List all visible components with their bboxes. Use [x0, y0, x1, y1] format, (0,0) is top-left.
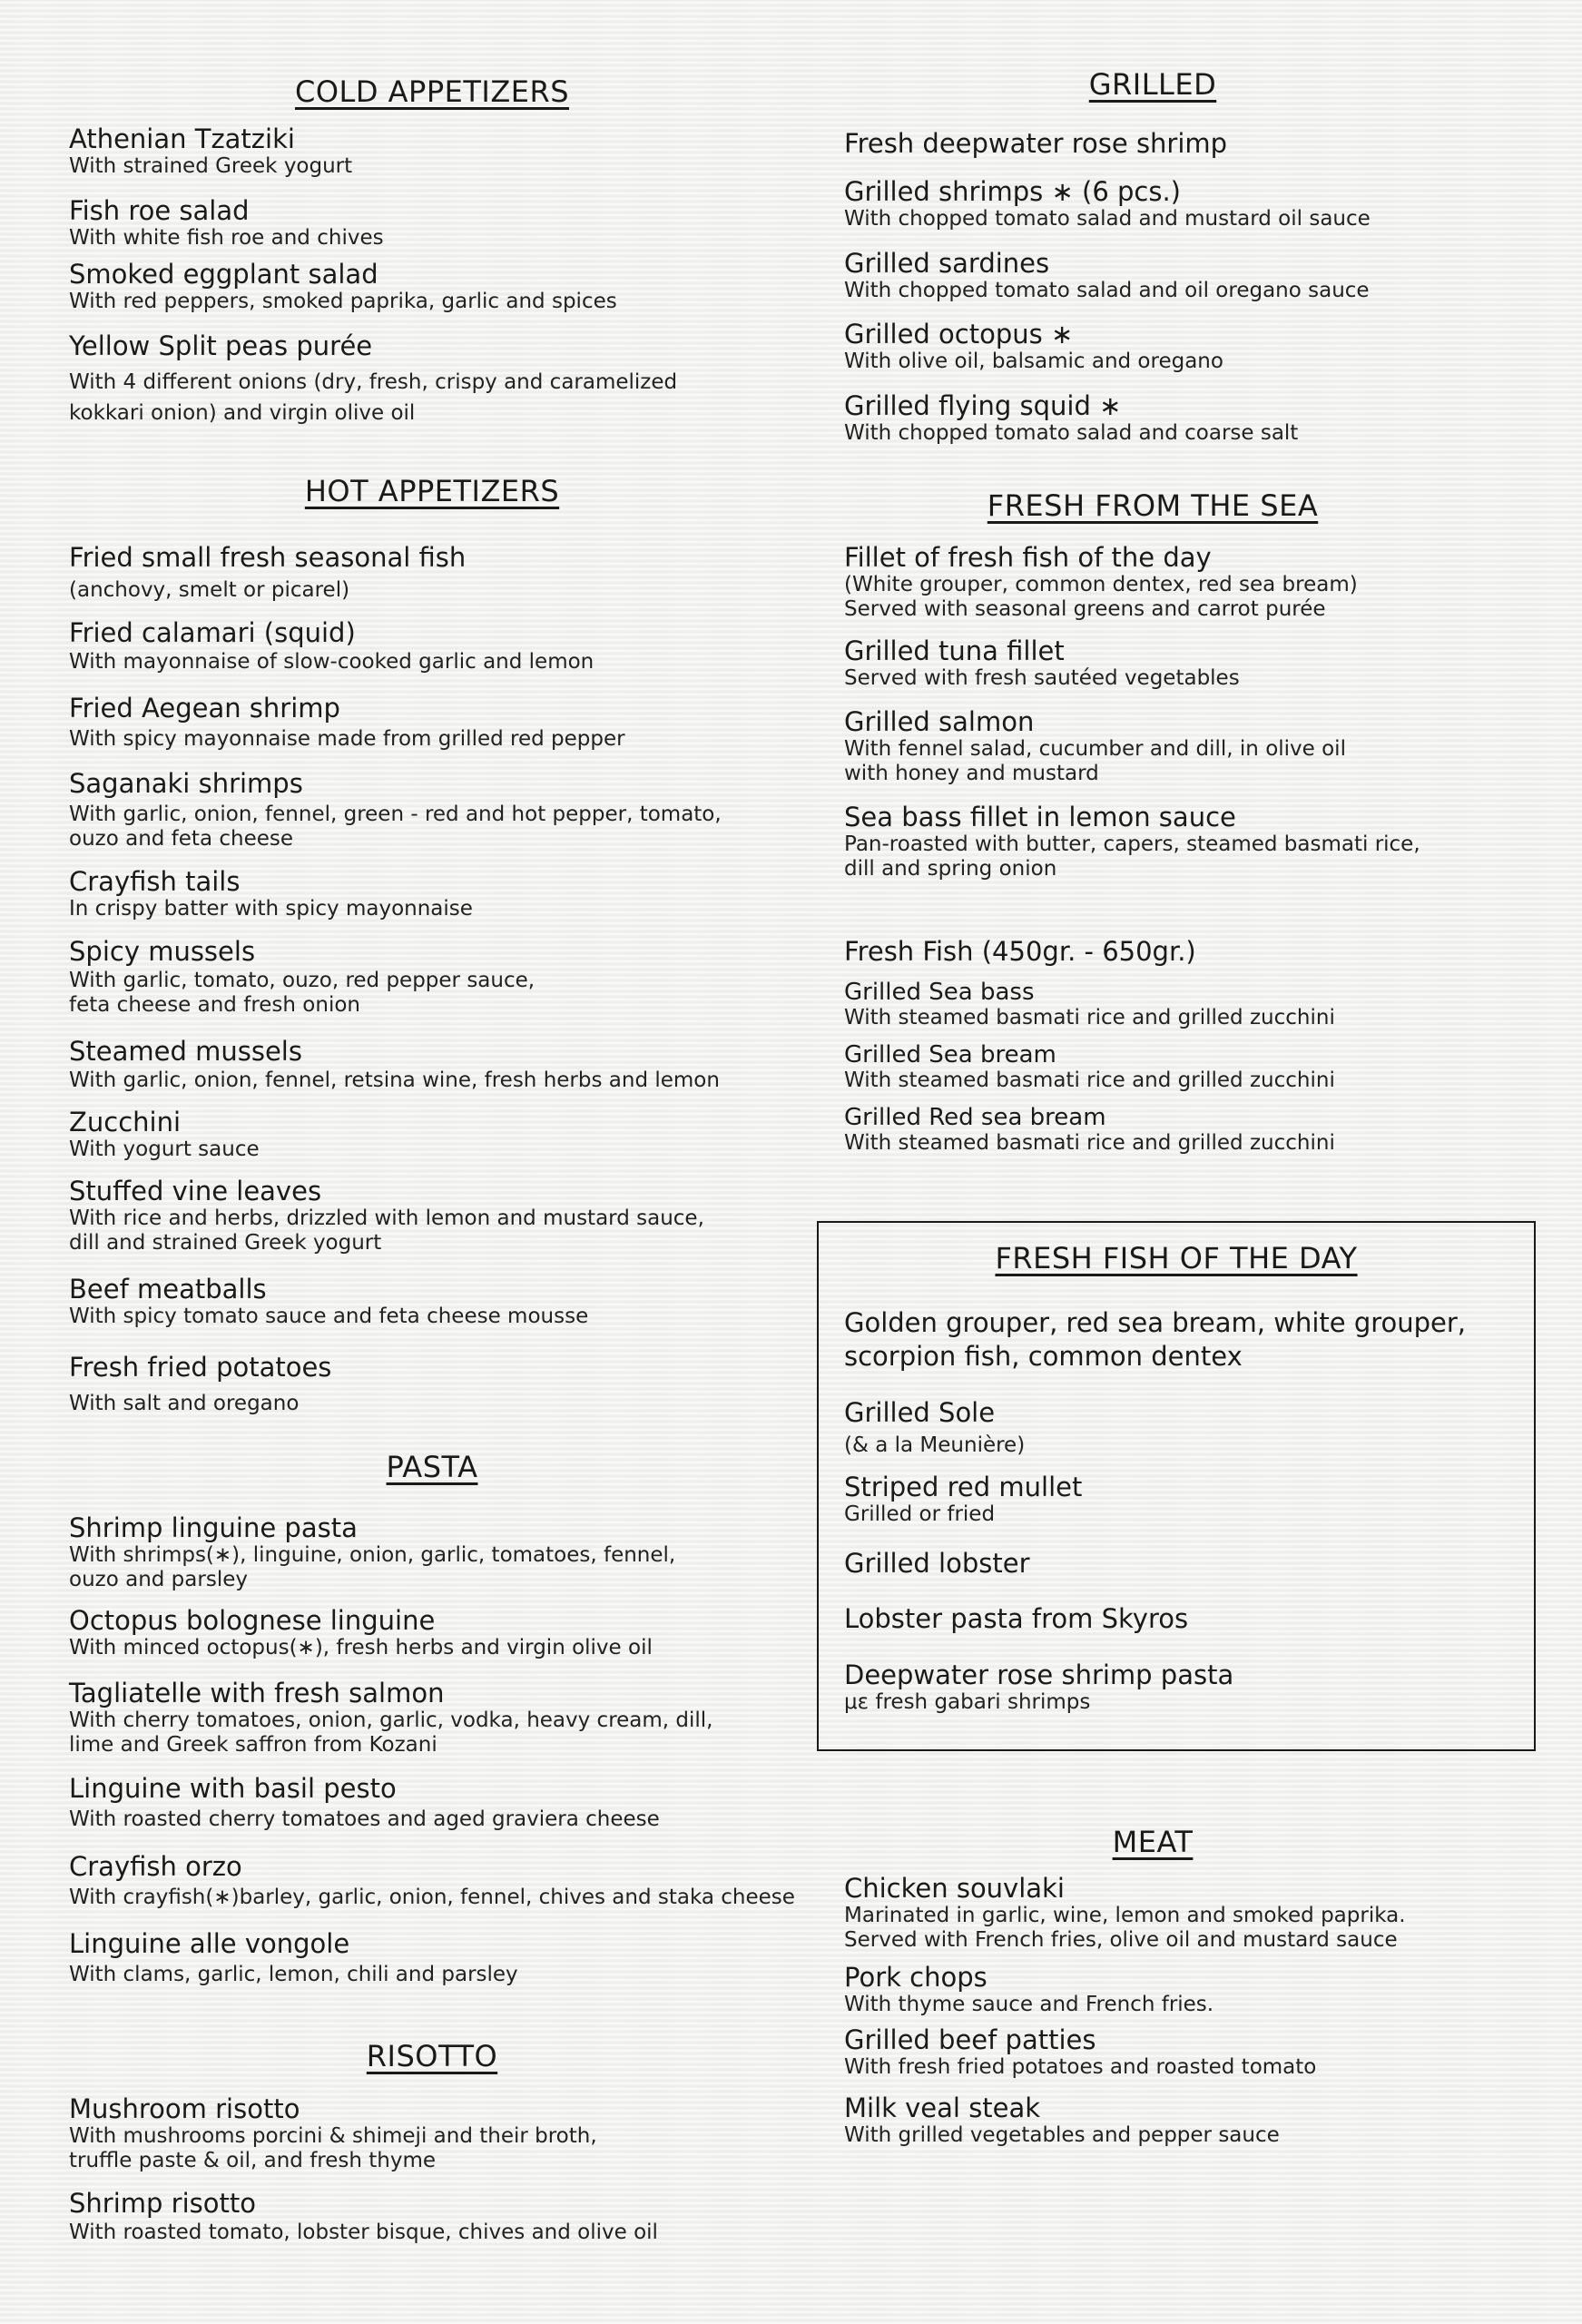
fish-of-day-intro: Golden grouper, red sea bream, white grouper, scorpion fish, common dentex: [844, 1307, 1467, 1372]
item-desc: With crayfish(∗)barley, garlic, onion, fennel, chives and staka cheese: [69, 1886, 795, 1909]
menu-item: [69, 330, 795, 428]
menu-item: [69, 617, 795, 675]
item-desc: With cherry tomatoes, onion, garlic, vodka, heavy cream, dill, lime and Greek saffron from Kozani: [69, 1709, 713, 1757]
item-name: Yellow Split peas purée: [69, 330, 373, 361]
item-desc: With garlic, onion, fennel, green - red and hot pepper, tomato, ouzo and feta cheese: [69, 803, 722, 851]
menu-item: [69, 195, 795, 251]
menu-item: [69, 1176, 795, 1256]
menu-item: [69, 693, 795, 752]
menu-item: [844, 542, 1534, 622]
item-name: Zucchini: [69, 1107, 182, 1137]
item-desc: (anchovy, smelt or picarel): [69, 578, 350, 602]
item-desc: With garlic, tomato, ouzo, red pepper sauce, feta cheese and fresh onion: [69, 969, 536, 1017]
item-name: Fried small fresh seasonal fish: [69, 542, 467, 573]
pasta-title: PASTA: [386, 1450, 478, 1484]
menu-item: [844, 1603, 1498, 1634]
item-name: Pork chops: [844, 1962, 988, 1993]
grilled-title: GRILLED: [1088, 67, 1217, 102]
menu-item: [69, 1605, 795, 1660]
item-desc: Grilled or fried: [844, 1502, 996, 1526]
fresh-from-sea-title: FRESH FROM THE SEA: [987, 488, 1319, 523]
item-desc: With fennel salad, cucumber and dill, in olive oil with honey and mustard: [844, 737, 1346, 785]
item-desc: With thyme sauce and French fries.: [844, 1993, 1214, 2016]
menu-item: [69, 866, 795, 921]
menu-item: [844, 802, 1534, 881]
item-name: Grilled shrimps ∗ (6 pcs.): [844, 176, 1181, 207]
menu-item: [69, 1678, 795, 1758]
item-name: Smoked eggplant salad: [69, 259, 378, 290]
menu-item: [69, 1773, 795, 1832]
item-desc: With mayonnaise of slow-cooked garlic and lemon: [69, 650, 594, 674]
item-desc: With garlic, onion, fennel, retsina wine, fresh herbs and lemon: [69, 1068, 720, 1092]
item-desc: With salt and oregano: [69, 1392, 300, 1415]
item-name: Grilled Sole: [844, 1397, 996, 1428]
item-name: Striped red mullet: [844, 1472, 1083, 1502]
item-name: Octopus bolognese linguine: [69, 1605, 436, 1636]
menu-item: [69, 768, 795, 852]
item-desc: Marinated in garlic, wine, lemon and smoked paprika. Served with French fries, olive oil and mustard sauce: [844, 1904, 1406, 1952]
item-name: Fresh Fish (450gr. - 650gr.): [844, 936, 1196, 967]
menu-item: [69, 1851, 795, 1910]
item-desc: With olive oil, balsamic and oregano: [844, 350, 1223, 373]
item-name: Milk veal steak: [844, 2093, 1041, 2123]
menu-item: [844, 1548, 1498, 1579]
item-name: Linguine with basil pesto: [69, 1773, 397, 1804]
item-name: Grilled beef patties: [844, 2024, 1096, 2055]
item-name: Grilled octopus ∗: [844, 319, 1074, 350]
fish-of-day-title: FRESH FISH OF THE DAY: [995, 1241, 1358, 1275]
item-desc: With steamed basmati rice and grilled zucchini: [844, 1068, 1335, 1092]
item-desc: In crispy batter with spicy mayonnaise: [69, 897, 473, 921]
item-name: Grilled lobster: [844, 1548, 1030, 1579]
item-name: Fish roe salad: [69, 195, 250, 226]
menu-item: [844, 1472, 1498, 1527]
menu-item: [844, 176, 1534, 231]
menu-item: [69, 1107, 795, 1162]
item-desc: (& a la Meunière): [844, 1433, 1026, 1457]
item-name: Athenian Tzatziki: [69, 123, 295, 154]
item-name: Stuffed vine leaves: [69, 1176, 322, 1206]
item-name: Grilled tuna fillet: [844, 635, 1065, 666]
item-desc: With roasted cherry tomatoes and aged graviera cheese: [69, 1807, 660, 1831]
item-desc: With rice and herbs, drizzled with lemon and mustard sauce, dill and strained Greek yogurt: [69, 1206, 704, 1255]
menu-item: [69, 542, 795, 603]
menu-item: [844, 1104, 1534, 1156]
item-name: Spicy mussels: [69, 936, 256, 967]
item-name: Fresh deepwater rose shrimp: [844, 128, 1228, 159]
item-name: Saganaki shrimps: [69, 768, 303, 799]
item-name: Grilled Red sea bream: [844, 1104, 1106, 1131]
item-name: Crayfish orzo: [69, 1851, 242, 1882]
menu-item: [844, 2024, 1534, 2080]
item-desc: With red peppers, smoked paprika, garlic and spices: [69, 290, 617, 313]
item-desc: With white fish roe and chives: [69, 226, 384, 250]
menu-item: [844, 1659, 1498, 1715]
menu-item: [69, 1274, 795, 1329]
item-desc: With mushrooms porcini & shimeji and their broth, truffle paste & oil, and fresh thyme: [69, 2124, 597, 2172]
item-name: Beef meatballs: [69, 1274, 267, 1305]
fresh-fish-heading: [844, 936, 1534, 967]
item-desc: With minced octopus(∗), fresh herbs and virgin olive oil: [69, 1636, 653, 1659]
hot-appetizers-title: HOT APPETIZERS: [304, 474, 560, 508]
item-desc: With spicy mayonnaise made from grilled red pepper: [69, 727, 625, 751]
item-desc: Pan-roasted with butter, capers, steamed basmati rice, dill and spring onion: [844, 832, 1420, 881]
item-name: Linguine alle vongole: [69, 1928, 350, 1959]
item-desc: With yogurt sauce: [69, 1137, 260, 1161]
menu-item: [69, 2188, 795, 2245]
item-name: Crayfish tails: [69, 866, 241, 897]
menu-item: [844, 1397, 1498, 1458]
item-desc: With roasted tomato, lobster bisque, chives and olive oil: [69, 2221, 658, 2244]
item-name: Shrimp risotto: [69, 2188, 256, 2219]
menu-item: [844, 1962, 1534, 2017]
risotto-title: RISOTTO: [366, 2039, 498, 2073]
menu-item: [844, 128, 1534, 159]
menu-item: [844, 248, 1534, 303]
item-desc: With steamed basmati rice and grilled zucchini: [844, 1131, 1335, 1155]
item-desc: With chopped tomato salad and mustard oil sauce: [844, 207, 1371, 231]
item-desc: με fresh gabari shrimps: [844, 1690, 1091, 1714]
menu-item: [844, 706, 1534, 786]
menu-item: [844, 979, 1534, 1030]
menu-item: [844, 390, 1534, 446]
menu-item: [69, 1928, 795, 1987]
menu-item: [844, 635, 1534, 691]
item-name: Grilled Sea bass: [844, 979, 1035, 1006]
item-desc: With chopped tomato salad and coarse salt: [844, 421, 1299, 445]
item-desc: With chopped tomato salad and oil oregano sauce: [844, 279, 1370, 302]
menu-item: [844, 319, 1534, 374]
item-desc: With spicy tomato sauce and feta cheese mousse: [69, 1305, 589, 1328]
menu-item: [69, 259, 795, 314]
menu-item: [69, 936, 795, 1018]
item-name: Grilled flying squid ∗: [844, 390, 1122, 421]
item-name: Fillet of fresh fish of the day: [844, 542, 1212, 573]
item-desc: With shrimps(∗), linguine, onion, garlic, tomatoes, fennel, ouzo and parsley: [69, 1543, 676, 1591]
item-name: Tagliatelle with fresh salmon: [69, 1678, 445, 1709]
item-desc: With clams, garlic, lemon, chili and parsley: [69, 1963, 518, 1986]
item-name: Grilled salmon: [844, 706, 1035, 737]
item-desc: With steamed basmati rice and grilled zucchini: [844, 1006, 1335, 1029]
item-name: Fried calamari (squid): [69, 617, 356, 648]
item-name: Fried Aegean shrimp: [69, 693, 340, 724]
meat-title: MEAT: [1112, 1825, 1194, 1859]
menu-item: [844, 2093, 1534, 2148]
fish-of-day-box: [817, 1221, 1536, 1751]
item-name: Deepwater rose shrimp pasta: [844, 1659, 1234, 1690]
item-name: Chicken souvlaki: [844, 1873, 1065, 1904]
cold-appetizers-title: COLD APPETIZERS: [294, 74, 570, 109]
item-name: Shrimp linguine pasta: [69, 1512, 358, 1543]
menu-item: [844, 1873, 1534, 1953]
item-desc: Served with fresh sautéed vegetables: [844, 666, 1240, 690]
item-name: Steamed mussels: [69, 1036, 302, 1067]
item-name: Lobster pasta from Skyros: [844, 1603, 1189, 1634]
menu-item: [69, 1352, 795, 1416]
item-name: Fresh fried potatoes: [69, 1352, 332, 1383]
menu-item: [844, 1041, 1534, 1093]
item-name: Sea bass fillet in lemon sauce: [844, 802, 1236, 832]
menu-item: [69, 123, 795, 179]
item-desc: With strained Greek yogurt: [69, 154, 353, 178]
menu-item: [69, 2093, 795, 2173]
item-name: Grilled Sea bream: [844, 1041, 1056, 1068]
item-desc: With fresh fried potatoes and roasted tomato: [844, 2055, 1317, 2079]
menu-item: [69, 1512, 795, 1592]
menu-item: [69, 1036, 795, 1093]
item-name: Mushroom risotto: [69, 2093, 300, 2124]
item-desc: (White grouper, common dentex, red sea bream) Served with seasonal greens and carrot purée: [844, 573, 1358, 621]
item-name: Grilled sardines: [844, 248, 1050, 279]
item-desc: With 4 different onions (dry, fresh, crispy and caramelized kokkari onion) and virgin olive oil: [69, 370, 678, 425]
item-desc: With grilled vegetables and pepper sauce: [844, 2123, 1280, 2147]
